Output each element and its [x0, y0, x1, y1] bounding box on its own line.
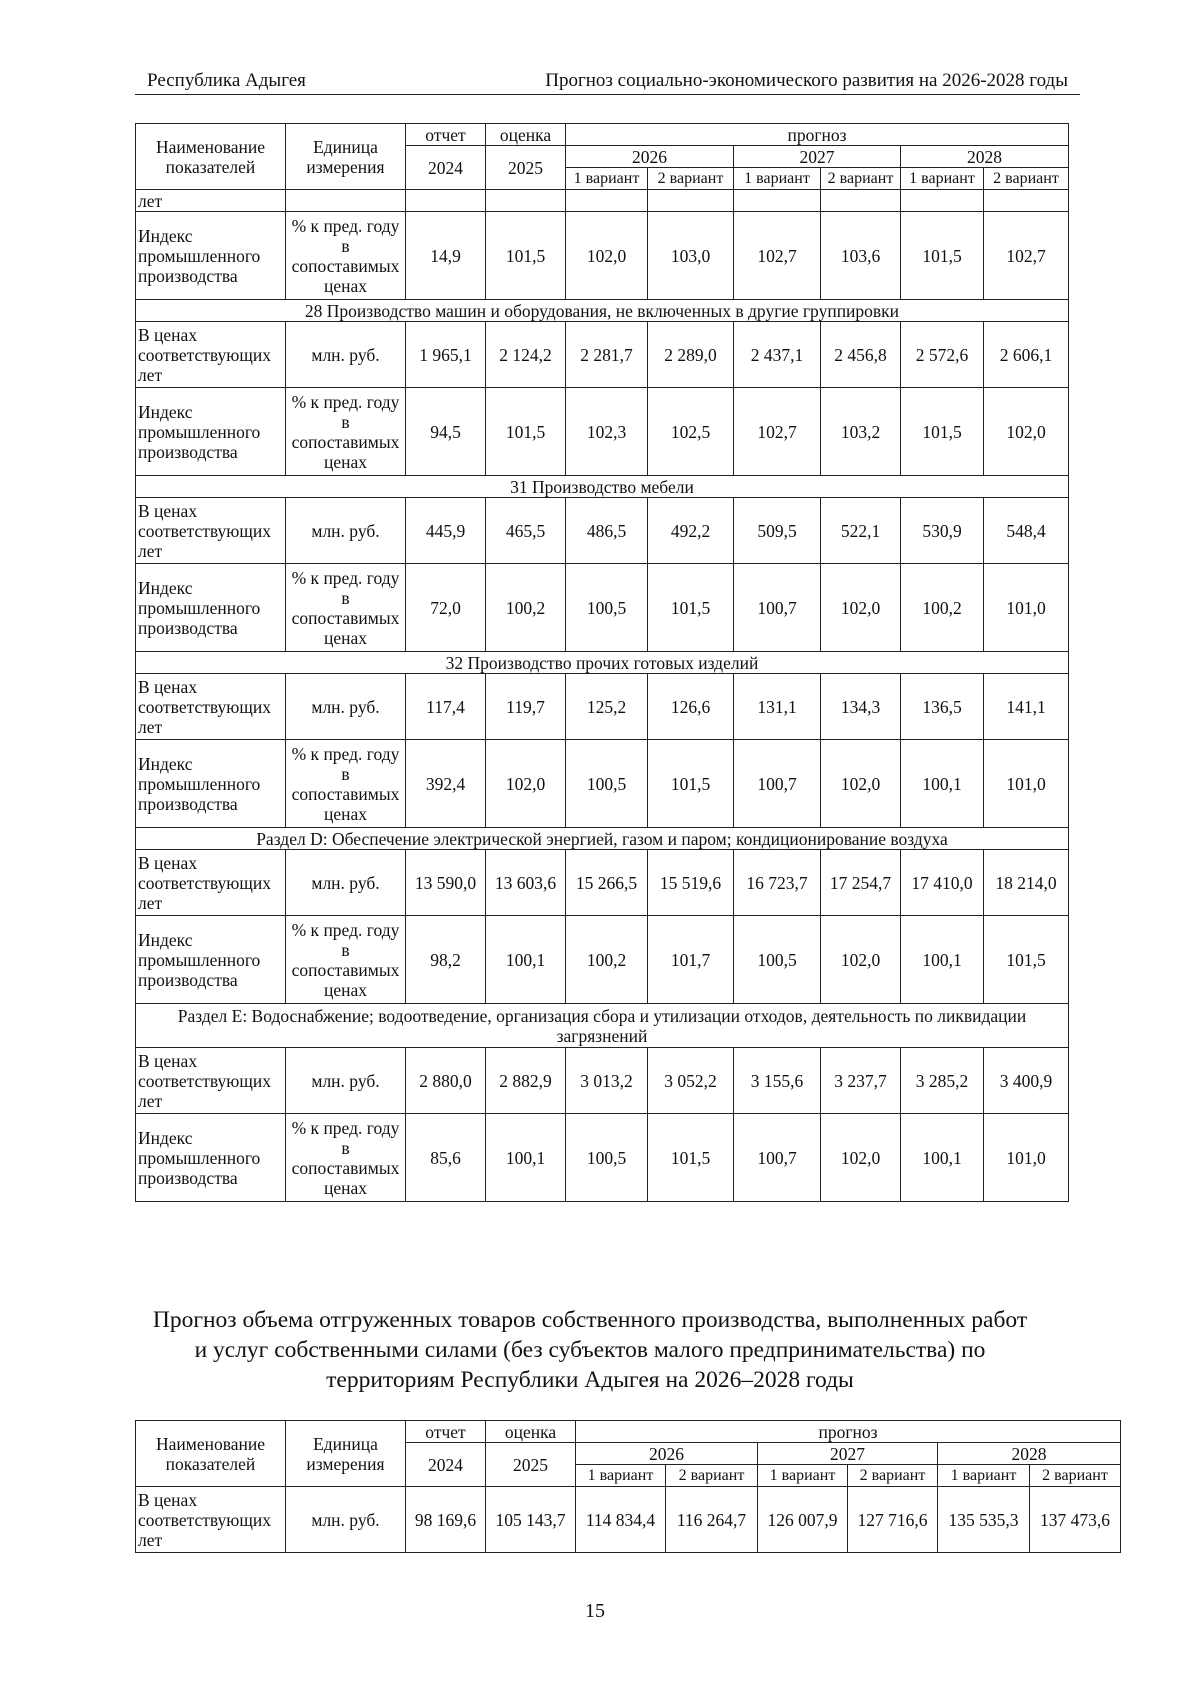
value-cell: 103,2 — [821, 388, 901, 476]
value-cell: 3 155,6 — [734, 1048, 821, 1114]
table-header — [136, 1421, 1121, 1487]
value-cell: 126,6 — [648, 674, 734, 740]
row-label: В ценах соответствующих лет — [136, 1487, 286, 1553]
section-title-row — [136, 300, 1069, 322]
value-cell: 100,7 — [734, 1114, 821, 1202]
value-cell: 72,0 — [406, 564, 486, 652]
section-title: 32 Производство прочих готовых изделий — [136, 652, 1069, 674]
col-2025-header: 2025 — [486, 1443, 576, 1487]
value-cell: 136,5 — [901, 674, 984, 740]
value-cell: 100,5 — [734, 916, 821, 1004]
continuation-row — [136, 190, 1069, 212]
value-cell: 2 456,8 — [821, 322, 901, 388]
value-cell: 465,5 — [486, 498, 566, 564]
table-row — [136, 850, 1069, 916]
table-row — [136, 322, 1069, 388]
value-cell: 101,0 — [984, 740, 1069, 828]
value-cell: 2 572,6 — [901, 322, 984, 388]
value-cell: 102,0 — [984, 388, 1069, 476]
value-cell: 2 281,7 — [566, 322, 648, 388]
col-2026-header: 2026 — [576, 1443, 758, 1465]
value-cell: 101,7 — [648, 916, 734, 1004]
value-cell: 3 400,9 — [984, 1048, 1069, 1114]
section-title-row — [136, 1004, 1069, 1048]
col-2028-header: 2028 — [938, 1443, 1121, 1465]
value-cell: 2 880,0 — [406, 1048, 486, 1114]
value-cell: 102,0 — [566, 212, 648, 300]
table-row — [136, 564, 1069, 652]
forecast-table-territories — [135, 1420, 1121, 1553]
row-label: В ценах соответствующих лет — [136, 674, 286, 740]
variant-header: 1 вариант — [566, 168, 648, 190]
table-row — [136, 674, 1069, 740]
page-number: 15 — [585, 1600, 605, 1622]
row-label: В ценах соответствующих лет — [136, 322, 286, 388]
col-unit-header: Единица измерения — [286, 124, 406, 190]
value-cell: 131,1 — [734, 674, 821, 740]
value-cell: 530,9 — [901, 498, 984, 564]
value-cell: 486,5 — [566, 498, 648, 564]
value-cell: 100,1 — [901, 740, 984, 828]
table-row — [136, 916, 1069, 1004]
value-cell: 102,3 — [566, 388, 648, 476]
col-2027-header: 2027 — [734, 146, 901, 168]
value-cell: 100,1 — [901, 916, 984, 1004]
value-cell: 135 535,3 — [938, 1487, 1030, 1553]
table-row — [136, 740, 1069, 828]
value-cell: 3 285,2 — [901, 1048, 984, 1114]
value-cell: 100,1 — [486, 1114, 566, 1202]
unit-cell: млн. руб. — [286, 850, 406, 916]
section-title-row — [136, 828, 1069, 850]
unit-cell: млн. руб. — [286, 322, 406, 388]
value-cell: 3 237,7 — [821, 1048, 901, 1114]
value-cell: 101,5 — [648, 1114, 734, 1202]
variant-header: 2 вариант — [984, 168, 1069, 190]
unit-cell: % к пред. году в сопоставимых ценах — [286, 916, 406, 1004]
value-cell: 100,1 — [486, 916, 566, 1004]
value-cell: 548,4 — [984, 498, 1069, 564]
row-label: В ценах соответствующих лет — [136, 498, 286, 564]
col-2024-header: 2024 — [406, 1443, 486, 1487]
value-cell: 101,5 — [901, 388, 984, 476]
forecast-table-main — [135, 123, 1069, 1202]
row-label: Индекс промышленного производства — [136, 740, 286, 828]
variant-header: 2 вариант — [821, 168, 901, 190]
value-cell: 117,4 — [406, 674, 486, 740]
col-name-header: Наименование показателей — [136, 124, 286, 190]
table-body — [136, 1487, 1121, 1553]
row-label: Индекс промышленного производства — [136, 388, 286, 476]
value-cell: 105 143,7 — [486, 1487, 576, 1553]
variant-header: 1 вариант — [734, 168, 821, 190]
page-header — [135, 68, 1080, 95]
value-cell: 100,7 — [734, 740, 821, 828]
col-estimate-header: оценка — [486, 1421, 576, 1443]
value-cell: 103,0 — [648, 212, 734, 300]
value-cell: 98 169,6 — [406, 1487, 486, 1553]
col-2024-header: 2024 — [406, 146, 486, 190]
variant-header: 1 вариант — [758, 1465, 848, 1487]
value-cell: 100,7 — [734, 564, 821, 652]
value-cell: 1 965,1 — [406, 322, 486, 388]
value-cell: 98,2 — [406, 916, 486, 1004]
value-cell: 17 254,7 — [821, 850, 901, 916]
value-cell: 100,5 — [566, 564, 648, 652]
row-label: В ценах соответствующих лет — [136, 1048, 286, 1114]
value-cell: 522,1 — [821, 498, 901, 564]
col-forecast-header: прогноз — [576, 1421, 1121, 1443]
value-cell: 492,2 — [648, 498, 734, 564]
value-cell: 2 882,9 — [486, 1048, 566, 1114]
unit-cell: % к пред. году в сопоставимых ценах — [286, 564, 406, 652]
value-cell: 15 519,6 — [648, 850, 734, 916]
value-cell: 101,0 — [984, 564, 1069, 652]
col-2027-header: 2027 — [758, 1443, 938, 1465]
value-cell: 100,5 — [566, 1114, 648, 1202]
value-cell: 125,2 — [566, 674, 648, 740]
value-cell: 101,5 — [486, 388, 566, 476]
row-label: Индекс промышленного производства — [136, 1114, 286, 1202]
value-cell: 13 590,0 — [406, 850, 486, 916]
value-cell: 17 410,0 — [901, 850, 984, 916]
table-row — [136, 1487, 1121, 1553]
variant-header: 2 вариант — [666, 1465, 758, 1487]
unit-cell: млн. руб. — [286, 1487, 406, 1553]
unit-cell: % к пред. году в сопоставимых ценах — [286, 388, 406, 476]
value-cell: 100,1 — [901, 1114, 984, 1202]
unit-cell: млн. руб. — [286, 1048, 406, 1114]
value-cell: 103,6 — [821, 212, 901, 300]
value-cell: 3 052,2 — [648, 1048, 734, 1114]
value-cell: 102,0 — [821, 1114, 901, 1202]
col-report-header: отчет — [406, 1421, 486, 1443]
table-row — [136, 1048, 1069, 1114]
value-cell: 101,5 — [486, 212, 566, 300]
col-estimate-header: оценка — [486, 124, 566, 146]
value-cell: 2 437,1 — [734, 322, 821, 388]
value-cell: 100,2 — [901, 564, 984, 652]
value-cell: 137 473,6 — [1030, 1487, 1121, 1553]
unit-cell: % к пред. году в сопоставимых ценах — [286, 212, 406, 300]
section-title: Раздел D: Обеспечение электрической энергией, газом и паром; кондиционирование воздуха — [136, 828, 1069, 850]
value-cell: 15 266,5 — [566, 850, 648, 916]
value-cell: 141,1 — [984, 674, 1069, 740]
value-cell: 101,5 — [984, 916, 1069, 1004]
value-cell: 14,9 — [406, 212, 486, 300]
unit-cell: млн. руб. — [286, 498, 406, 564]
variant-header: 2 вариант — [648, 168, 734, 190]
value-cell: 101,5 — [901, 212, 984, 300]
value-cell: 102,5 — [648, 388, 734, 476]
value-cell: 114 834,4 — [576, 1487, 666, 1553]
table-row — [136, 388, 1069, 476]
table-sections — [136, 300, 1069, 1202]
variant-header: 1 вариант — [576, 1465, 666, 1487]
value-cell: 392,4 — [406, 740, 486, 828]
col-report-header: отчет — [406, 124, 486, 146]
col-2025-header: 2025 — [486, 146, 566, 190]
variant-header: 2 вариант — [848, 1465, 938, 1487]
row-label: Индекс промышленного производства — [136, 916, 286, 1004]
value-cell: 94,5 — [406, 388, 486, 476]
value-cell: 102,7 — [734, 388, 821, 476]
value-cell: 100,2 — [486, 564, 566, 652]
value-cell: 85,6 — [406, 1114, 486, 1202]
col-unit-header: Единица измерения — [286, 1421, 406, 1487]
value-cell: 102,0 — [486, 740, 566, 828]
variant-header: 2 вариант — [1030, 1465, 1121, 1487]
value-cell: 101,0 — [984, 1114, 1069, 1202]
value-cell: 127 716,6 — [848, 1487, 938, 1553]
value-cell: 116 264,7 — [666, 1487, 758, 1553]
header-title: Прогноз социально-экономического развития на 2026-2028 годы — [545, 70, 1068, 91]
table-row — [136, 498, 1069, 564]
unit-cell: млн. руб. — [286, 674, 406, 740]
section-title: 28 Производство машин и оборудования, не включенных в другие группировки — [136, 300, 1069, 322]
value-cell: 445,9 — [406, 498, 486, 564]
row-label: В ценах соответствующих лет — [136, 850, 286, 916]
value-cell: 134,3 — [821, 674, 901, 740]
section-title-row — [136, 652, 1069, 674]
table-body — [136, 190, 1069, 300]
value-cell: 2 606,1 — [984, 322, 1069, 388]
value-cell: 13 603,6 — [486, 850, 566, 916]
section-title-row — [136, 476, 1069, 498]
value-cell: 509,5 — [734, 498, 821, 564]
value-cell: 16 723,7 — [734, 850, 821, 916]
section-title: Раздел E: Водоснабжение; водоотведение, организация сбора и утилизации отходов, деятельность по ликвидации загрязнений — [136, 1004, 1069, 1048]
value-cell: 100,2 — [566, 916, 648, 1004]
variant-header: 1 вариант — [901, 168, 984, 190]
unit-cell: % к пред. году в сопоставимых ценах — [286, 740, 406, 828]
table-row — [136, 1114, 1069, 1202]
value-cell: 101,5 — [648, 564, 734, 652]
header-region: Республика Адыгея — [147, 70, 306, 91]
col-name-header: Наименование показателей — [136, 1421, 286, 1487]
variant-header: 1 вариант — [938, 1465, 1030, 1487]
col-forecast-header: прогноз — [566, 124, 1069, 146]
col-2028-header: 2028 — [901, 146, 1069, 168]
table-header — [136, 124, 1069, 190]
unit-cell: % к пред. году в сопоставимых ценах — [286, 1114, 406, 1202]
value-cell: 3 013,2 — [566, 1048, 648, 1114]
value-cell: 102,7 — [984, 212, 1069, 300]
value-cell: 100,5 — [566, 740, 648, 828]
table-row — [136, 212, 1069, 300]
value-cell: 102,0 — [821, 916, 901, 1004]
value-cell: 102,7 — [734, 212, 821, 300]
row-label: Индекс промышленного производства — [136, 564, 286, 652]
value-cell: 102,0 — [821, 564, 901, 652]
section-title: 31 Производство мебели — [136, 476, 1069, 498]
value-cell: 102,0 — [821, 740, 901, 828]
row-label: лет — [136, 190, 286, 212]
value-cell: 2 124,2 — [486, 322, 566, 388]
value-cell: 119,7 — [486, 674, 566, 740]
col-2026-header: 2026 — [566, 146, 734, 168]
value-cell: 126 007,9 — [758, 1487, 848, 1553]
second-table-title: Прогноз объема отгруженных товаров собственного производства, выполненных работ и услуг собственными силами (без субъектов малого предпринимательства) по территориям Республики Адыгея на 2026–2028 годы — [152, 1307, 1028, 1393]
value-cell: 18 214,0 — [984, 850, 1069, 916]
value-cell: 2 289,0 — [648, 322, 734, 388]
row-label: Индекс промышленного производства — [136, 212, 286, 300]
value-cell: 101,5 — [648, 740, 734, 828]
